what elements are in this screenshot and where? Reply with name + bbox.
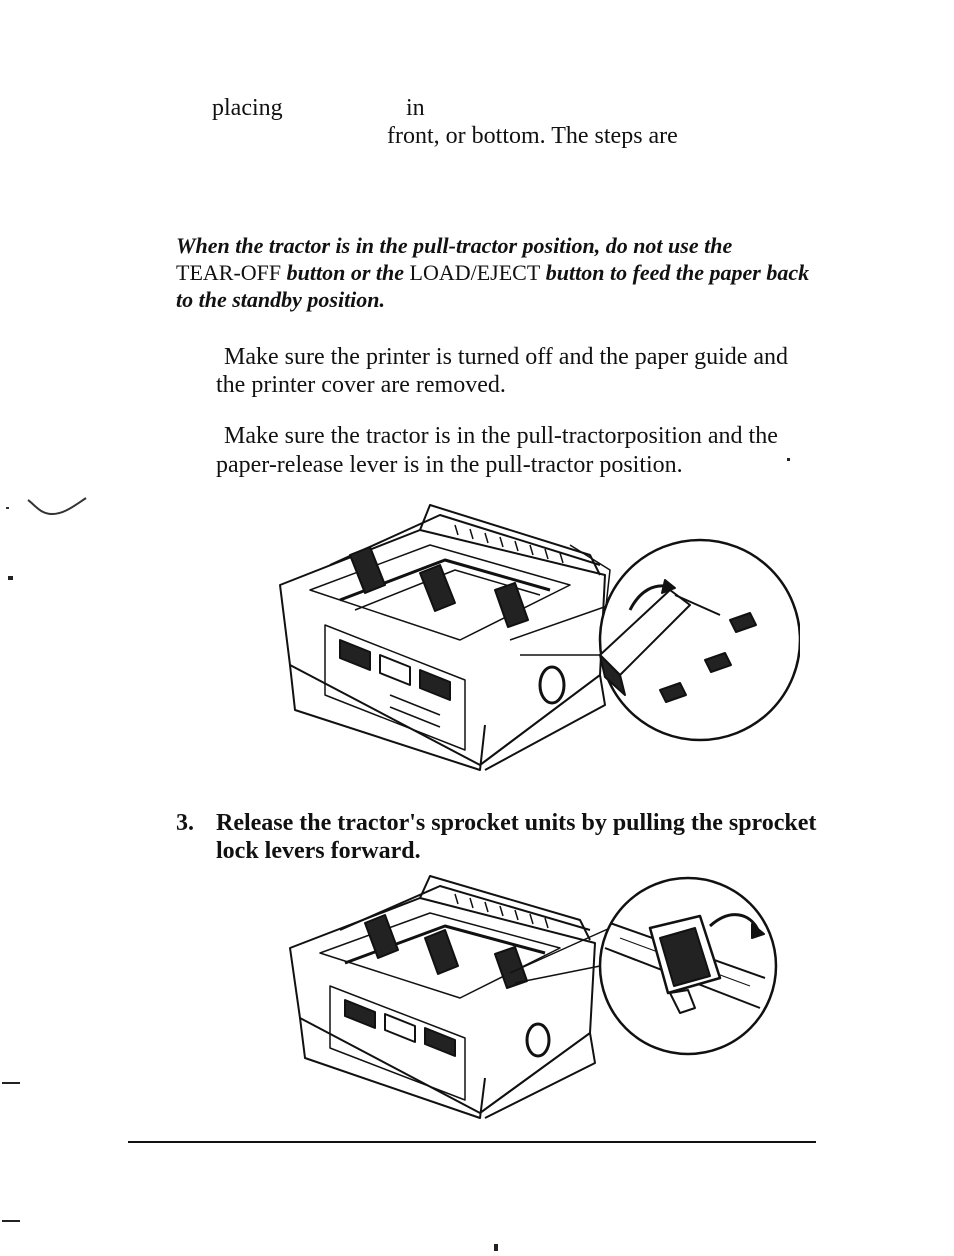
- step-3-line-2: lock levers forward.: [216, 838, 421, 864]
- step-1-line-2: the printer cover are removed.: [216, 372, 506, 398]
- scan-artifact-dot-2: [494, 1244, 498, 1251]
- note-line-2: [176, 259, 809, 287]
- tear-off-button-label: TEAR-OFF: [176, 260, 282, 285]
- intro-word-in: in: [406, 95, 425, 121]
- footer-rule: [128, 1141, 816, 1143]
- step-1-line-1: Make sure the printer is turned off and the paper guide and: [224, 344, 789, 370]
- scan-artifact-dash-1: [2, 1082, 20, 1084]
- scan-artifact-dot-1: [8, 576, 13, 580]
- load-eject-button-label: LOAD/EJECT: [409, 260, 541, 285]
- scan-artifact-dot-3: [787, 458, 790, 461]
- note-line-3: to the standby position.: [176, 287, 386, 312]
- intro-line-2: front, or bottom. The steps are: [387, 123, 678, 149]
- step-2-line-2: paper-release lever is in the pull-tractor position.: [216, 452, 683, 478]
- note-line-2-mid: button or the: [286, 260, 404, 285]
- printer-illustration-1: [270, 495, 800, 780]
- scan-artifact-left: [0, 490, 100, 530]
- step-2-line-1: Make sure the tractor is in the pull-tractorposition and the: [224, 423, 778, 449]
- note-line-1: When the tractor is in the pull-tractor position, do not use the: [176, 233, 733, 258]
- step-3-number: 3.: [176, 810, 194, 836]
- printer-illustration-2: [280, 868, 780, 1128]
- step-3-line-1: Release the tractor's sprocket units by pulling the sprocket: [216, 810, 817, 836]
- scan-artifact-dash-2: [2, 1220, 20, 1222]
- intro-word-placing: placing: [212, 95, 283, 121]
- note-line-2-end: button to feed the paper back: [545, 260, 810, 285]
